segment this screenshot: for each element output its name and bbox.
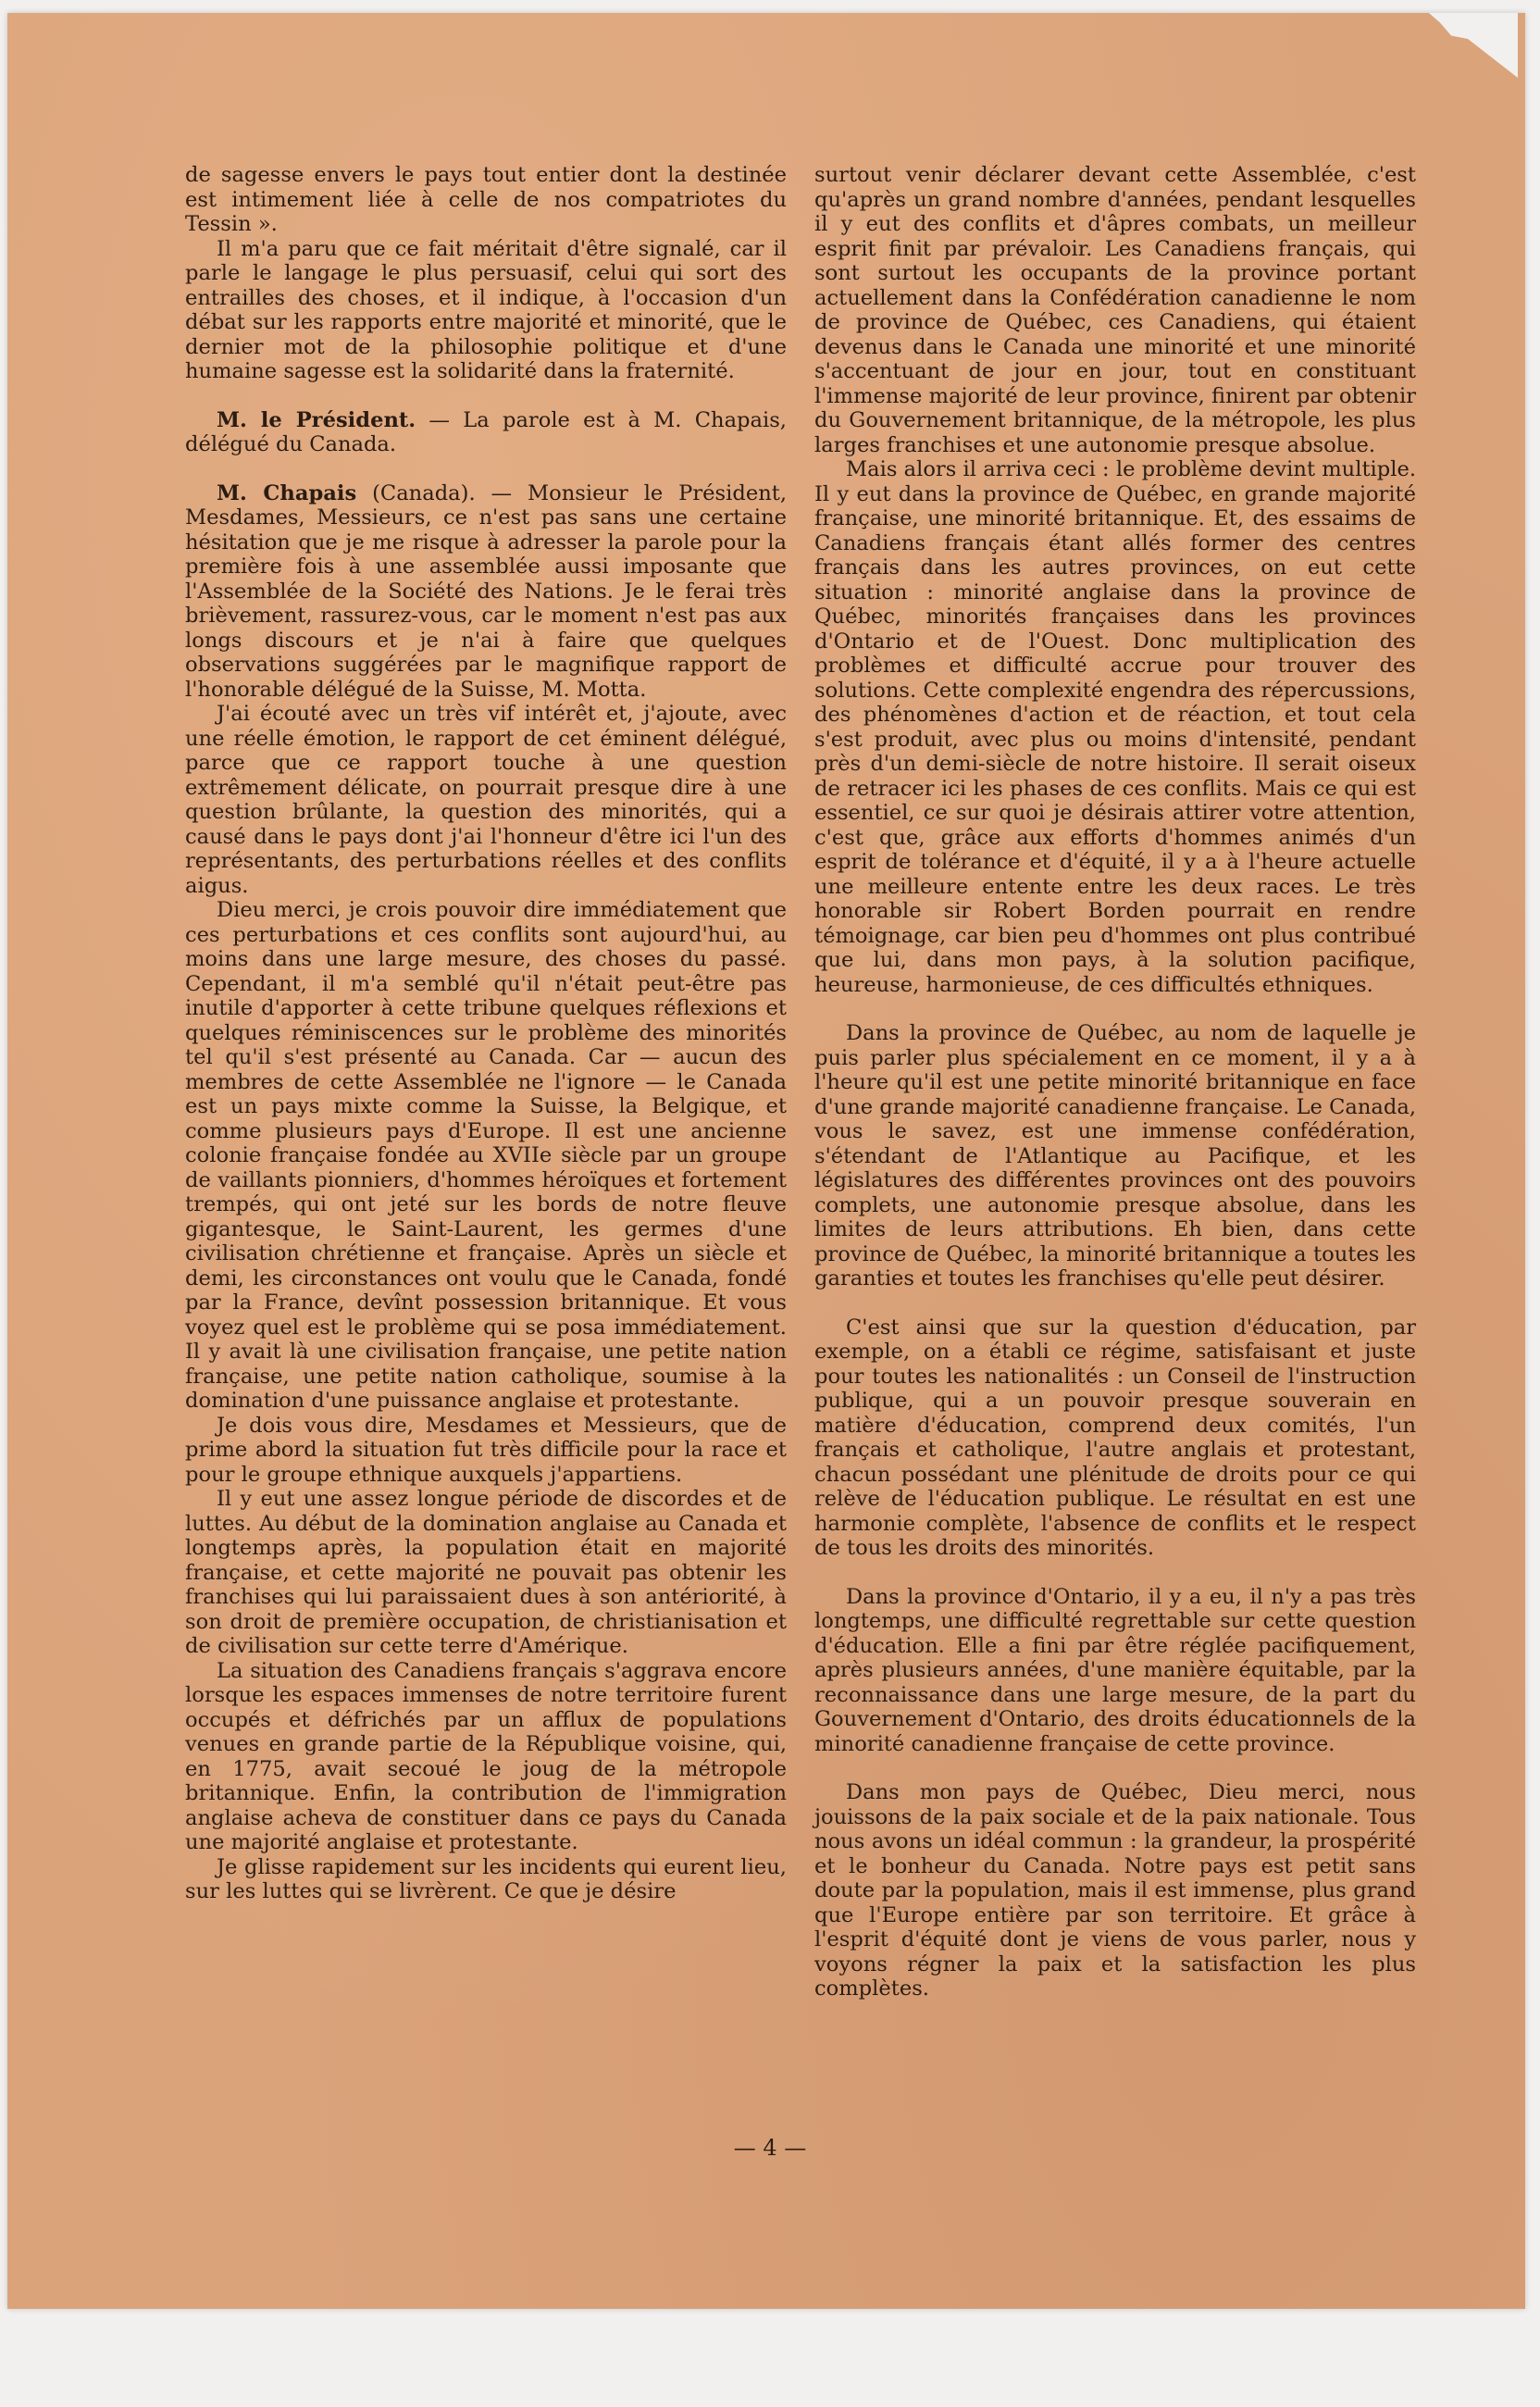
paragraph: Dans mon pays de Québec, Dieu merci, nous jouissons de la paix sociale et de la paix nationale. Tous nous avons un idéal commun : la grandeur, la prospérité et le bonheur du Canada. Notre pays est petit sans doute par la population, mais il est immense, plus grand que l'Europe entière par son territoire. Et grâce à l'esprit d'équité dont je viens de vous parler, nous y voyons régner la paix et la satisfaction les plus complètes. bbox=[814, 1780, 1416, 2001]
speaker-name: M. Chapais bbox=[217, 480, 357, 505]
paragraph: Dans la province d'Ontario, il y a eu, il n'y a pas très longtemps, une difficulté regrettable sur cette question d'éducation. Elle a fini par être réglée pacifiquement, après plusieurs années, d'une manière équitable, par la reconnaissance dans une large mesure, de la part du Gouvernement d'Ontario, des droits éducationnels de la minorité canadienne française de cette province. bbox=[814, 1584, 1416, 1756]
torn-corner bbox=[1407, 13, 1518, 78]
speech-text: (Canada). — Monsieur le Président, Mesdames, Messieurs, ce n'est pas sans une certaine hésitation que je me risque à adresser la parole pour la première fois à une assemblée aussi imposante que l'Assemblée de la Société des Nations. Je le ferai très brièvement, rassurez-vous, car le moment n'est pas aux longs discours et je n'ai à faire que quelques observations suggérées par le magnifique rapport de l'honorable délégué de la Suisse, M. Motta. bbox=[185, 480, 788, 702]
paragraph: Je glisse rapidement sur les incidents qui eurent lieu, sur les luttes qui se livrèrent. Ce que je désire bbox=[185, 1854, 787, 1903]
left-column bbox=[185, 163, 787, 1904]
speaker-paragraph bbox=[185, 481, 787, 703]
paragraph: de sagesse envers le pays tout entier dont la destinée est intimement liée à celle de nos compatriotes du Tessin ». bbox=[185, 163, 787, 236]
paragraph: C'est ainsi que sur la question d'éducation, par exemple, on a établi ce régime, satisfaisant et juste pour toutes les nationalités : un Conseil de l'instruction publique, qui a un pouvoir presque souverain en matière d'éducation, comprend deux comités, l'un français et catholique, l'autre anglais et protestant, chacun possédant une plénitude de droits pour ce qui relève de l'éducation publique. Le résultat en est une harmonie complète, l'absence de conflits et le respect de tous les droits des minorités. bbox=[814, 1315, 1416, 1560]
speaker-name: M. le Président. bbox=[217, 407, 416, 432]
paragraph: Il y eut une assez longue période de discordes et de luttes. Au début de la domination anglaise au Canada et longtemps après, la population était en majorité française, et cette majorité ne pouvait pas obtenir les franchises qui lui paraissaient dues à son antériorité, à son droit de première occupation, de christianisation et de civilisation sur cette terre d'Amérique. bbox=[185, 1487, 787, 1658]
right-column bbox=[814, 163, 1416, 2002]
paragraph: J'ai écouté avec un très vif intérêt et, j'ajoute, avec une réelle émotion, le rapport de cet éminent délégué, parce que ce rapport touche à une question extrêmement délicate, on pourrait presque dire à une question brûlante, la question des minorités, qui a causé dans le pays dont j'ai l'honneur d'être ici l'un des représentants, des perturbations réelles et des conflits aigus. bbox=[185, 702, 787, 898]
page-number: — 4 — bbox=[733, 2135, 807, 2161]
speech-text: — La parole est à M. Chapais, délégué du Canada. bbox=[185, 407, 787, 456]
paragraph: Mais alors il arriva ceci : le problème devint multiple. Il y eut dans la province de Québec, en grande majorité française, une minorité britannique. Et, des essaims de Canadiens français étant allés former des centres français dans les autres provinces, on eut cette situation : minorité anglaise dans la province de Québec, minorités françaises dans les provinces d'Ontario et de l'Ouest. Donc multiplication des problèmes et difficulté accrue pour trouver des solutions. Cette complexité engendra des répercussions, des phénomènes d'action et de réaction, et tout cela s'est produit, avec plus ou moins d'intensité, pendant près d'un demi-siècle de notre histoire. Il serait oiseux de retracer ici les phases de ces conflits. Mais ce qui est essentiel, ce sur quoi je désirais attirer votre attention, c'est que, grâce aux efforts d'hommes animés d'un esprit de tolérance et d'équité, il y a à l'heure actuelle une meilleure entente entre les deux races. Le très honorable sir Robert Borden pourrait en rendre témoignage, car bien peu d'hommes ont plus contribué que lui, dans mon pays, à la solution pacifique, heureuse, harmonieuse, de ces difficultés ethniques. bbox=[814, 457, 1416, 997]
paragraph: surtout venir déclarer devant cette Assemblée, c'est qu'après un grand nombre d'années, pendant lesquelles il y eut des conflits et d'âpres combats, un meilleur esprit finit par prévaloir. Les Canadiens français, qui sont surtout les occupants de la province portant actuellement dans la Confédération canadienne le nom de province de Québec, ces Canadiens, qui étaient devenus dans le Canada une minorité et une minorité s'accentuant de jour en jour, tout en constituant l'immense majorité de leur province, finirent par obtenir du Gouvernement britannique, de la métropole, les plus larges franchises et une autonomie presque absolue. bbox=[814, 163, 1416, 457]
paragraph: Dieu merci, je crois pouvoir dire immédiatement que ces perturbations et ces conflits sont aujourd'hui, au moins dans une large mesure, des choses du passé. Cependant, il m'a semblé qu'il n'était peut-être pas inutile d'apporter à cette tribune quelques réflexions et quelques réminiscences sur le problème des minorités tel qu'il s'est présenté au Canada. Car — aucun des membres de cette Assemblée ne l'ignore — le Canada est un pays mixte comme la Suisse, la Belgique, et comme plusieurs pays d'Europe. Il est une ancienne colonie française fondée au XVIIe siècle par un groupe de vaillants pionniers, d'hommes héroïques et fortement trempés, qui ont jeté sur les bords de notre fleuve gigantesque, le Saint-Laurent, les germes d'une civilisation chrétienne et française. Après un siècle et demi, les circonstances ont voulu que le Canada, fondé par la France, devînt possession britannique. Et vous voyez quel est le problème qui se posa immédiatement. Il y avait là une civilisation française, une petite nation française, une petite nation catholique, soumise à la domination d'une puissance anglaise et protestante. bbox=[185, 898, 787, 1413]
paragraph: La situation des Canadiens français s'aggrava encore lorsque les espaces immenses de notre territoire furent occupés et défrichés par un afflux de populations venues en grande partie de la République voisine, qui, en 1775, avait secoué le joug de la métropole britannique. Enfin, la contribution de l'immigration anglaise acheva de constituer dans ce pays du Canada une majorité anglaise et protestante. bbox=[185, 1658, 787, 1854]
paragraph: Je dois vous dire, Mesdames et Messieurs, que de prime abord la situation fut très difficile pour la race et pour le groupe ethnique auxquels j'appartiens. bbox=[185, 1413, 787, 1487]
paragraph: Dans la province de Québec, au nom de laquelle je puis parler plus spécialement en ce moment, il y a à l'heure qu'il est une petite minorité britannique en face d'une grande majorité canadienne française. Le Canada, vous le savez, est une immense confédération, s'étendant de l'Atlantique au Pacifique, et les législatures des différentes provinces ont des pouvoirs complets, une autonomie presque absolue, dans les limites de leurs attributions. Eh bien, dans cette province de Québec, la minorité britannique a toutes les garanties et toutes les franchises qu'elle peut désirer. bbox=[814, 1021, 1416, 1291]
speaker-paragraph bbox=[185, 408, 787, 457]
paragraph: Il m'a paru que ce fait méritait d'être signalé, car il parle le langage le plus persuasif, celui qui sort des entrailles des choses, et il indique, à l'occasion d'un débat sur les rapports entre majorité et minorité, que le dernier mot de la philosophie politique et d'une humaine sagesse est la solidarité dans la fraternité. bbox=[185, 236, 787, 383]
